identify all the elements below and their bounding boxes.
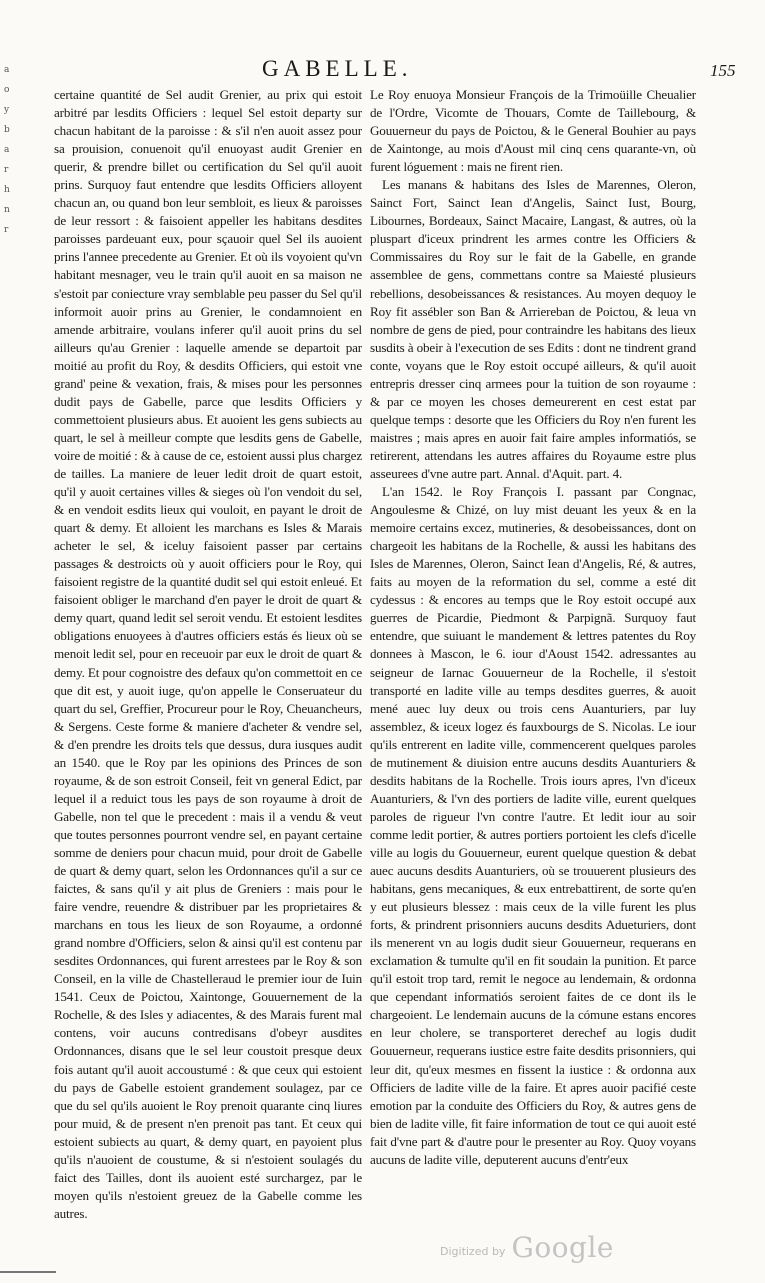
margin-mark: r — [4, 165, 9, 175]
margin-mark: a — [4, 145, 10, 155]
margin-mark: a — [4, 65, 10, 75]
left-column — [54, 86, 362, 1223]
page-number: 155 — [710, 61, 736, 80]
margin-mark: y — [4, 105, 10, 115]
right-paragraph-2: Les manans & habitans des Isles de Marennes, Oleron, Sainct Fort, Sainct Iean d'Angelis, Sainct Iust, Bourg, Libournes, Bordeaux, Sainct Macaire, Langast, & autres, où la pluspart d'iceux prindrent les armes contre les Officiers & Commissaires du Roy sur le fait de la Gabelle, en grande assemblee de gens, commettans contre sa Maiesté plusieurs rebellions, desobeissances & resistances. Au moyen dequoy le Roy fit assébler son Ban & Arriereban de Poictou, & leua vn nombre de gens de pied, pour contraindre les habitans des lieux susdits à obeir à l'execution de ses Edits : dont ne tindrent grand conte, voyans que le Roy estoit occupé ailleurs, & qu'il auoit entrepris dresser cinq armees pour la tuition de son royaume : & par ce moyen les choses demeurerent en cest estat par quelque temps : desorte que les Officiers du Roy n'en furent les maistres ; mais apres en auoir fait faire amples informatiós, se retirerent, attendans les autres affaires du Royaume estre plus asseurees d'vne autre part. Annal. d'Aquit. part. 4. — [370, 177, 696, 481]
right-column — [370, 86, 696, 1169]
margin-mark: r — [4, 225, 9, 235]
running-title: GABELLE. — [262, 56, 413, 81]
margin-mark: n — [4, 205, 10, 215]
margin-mark: o — [4, 85, 10, 95]
digitized-watermark — [440, 1230, 614, 1264]
scan-edge-rule — [0, 1271, 56, 1273]
margin-mark: b — [4, 125, 10, 135]
right-paragraph-3: L'an 1542. le Roy François I. passant par Congnac, Angoulesme & Chizé, on luy mist deuant les yeux & en la memoire certains excez, mutineries, & desobeissances, dont on chargeoit les habitans de la Rochelle, & aussi les habitans des Isles de Marennes, Oleron, Sainct Iean d'Angelis, Ré, & autres, faits au moyen de la reformation du sel, comme a esté dit cydessus : & encores au temps que le Roy estoit occupé aux guerres de Picardie, Piedmont & Parpignã. Surquoy faut entendre, que suiuant le mandement & lettres patentes du Roy donnees à Mascon, le 6. iour d'Aoust 1542. adressantes au seigneur de Iarnac Gouuerneur de la Rochelle, il s'estoit transporté en ladite ville au temps desdites guerres, & auoit mené auec luy deux ou trois cens Auanturiers, par luy assemblez, & iceux logez és fauxbourgs de S. Nicolas. Le iour qu'ils entrerent en ladite ville, commencerent quelques paroles de mutinement & diuision entre aucuns desdits Auanturiers & desdits habitans de la Rochelle. Trois iours apres, l'vn d'iceux Auanturiers, & l'vn des portiers de ladite ville, eurent quelques paroles de rigueur l'vn contre l'autre. Et ledit iour au soir comme ledit portier, & autres portiers portoient les clefs d'icelle ville au logis du Gouuerneur, eurent quelque question & debat auec aucuns desdits Auanturiers, où se trouuerent plusieurs des habitans, gens mecaniques, & eux entrebattirent, de sorte qu'en y eut plusieurs blessez : mais ceux de la ville furent les plus forts, & prindrent prisonniers aucuns desdits Adueturiers, dont ils menerent vn au logis dudit sieur Gouuerneur, requerans en exclamation & tumulte qu'il en fit soudain la punition. Et parce qu'il estoit trop tard, remit le negoce au lendemain, & ordonna que cependant informatiós seroient faites de ce dont ils le chargeoient. Le lendemain aucuns de la cómune estans encores en leur cholere, se transporteret derechef au logis dudit Gouuerneur, requerans iustice estre faite desdits prisonniers, qui leur dit, qu'eux mesmes en fissent la iustice : & ordonna aux Officiers de ladite ville de la faire. Et apres auoir pacifié ceste emotion par la conduite des Officiers du Roy, & autres gens de bien de ladite ville, fit faire information de tout ce qui auoit esté fait d'vne part & d'autre pour le presenter au Roy. Quoy voyans aucuns de ladite ville, deputerent aucuns d'entr'eux — [370, 484, 696, 1167]
google-logo: Google — [511, 1231, 614, 1264]
watermark-prefix: Digitized by — [440, 1245, 506, 1258]
left-paragraph: certaine quantité de Sel audit Grenier, au prix qui estoit arbitré par lesdits Officiers : lequel Sel estoit departy sur chacun habitant de la paroisse : & s'il n'en auoit assez pour sa prouision, conuenoit qu'il enuoyast audit Grenier en querir, & prendre billet ou certification du Sel qu'il auoit prins. Surquoy faut entendre que lesdits Officiers alloyent chacun an, ou quand bon leur sembloit, es lieux & paroisses de leur ressort : & faisoient appeller les habitans desdites paroisses pardeuant eux, pour sçauoir quel Sel ils auoient prins l'annee precedente au Grenier. Et où ils voyoient qu'vn habitant mesnager, veu le train qu'il auoit en sa maison ne s'estoit par coniecture vray semblable peu passer du Sel qu'il informoit auoir prins au Grenier, le condamnoient en amende arbitraire, voulans inferer qu'il auoit prins du sel ailleurs qu'au Grenier : laquelle amende se departoit par moitié au profit du Roy, & desdits Officiers, qui estoit vne grand' peine & vexation, frais, & mises pour les personnes dudit pays de Gabelle, parce que lesdits Officiers y commettoient plusieurs abus. Et auoient les gens subiects au quart, le sel à meilleur compte que lesdits gens de Gabelle, voire de moitié : & à cause de ce, estoient aussi plus chargez de tailles. La maniere de leuer ledit droit de quart estoit, qu'il y auoit certaines villes & sieges où l'on vendoit du sel, & en vendoit esdits lieux qui vouloit, en payant le droit de quart & demy. Et alloient les marchans es Isles & Marais acheter le sel, & iceluy faisoient passer par certains passages & destroicts où y auoit officiers pour le Roy, qui faisoient registre de la quantité dudit sel qui estoit enleué. Et faisoient obliger le marchand d'en payer le droit de quart & demy quart, quand ledit sel seroit vendu. Et estoient lesdites obligations enuoyees à d'autres officiers estás és lieux où se menoit ledit sel, pour en receuoir par eux le droit de quart & demy. Et pour cognoistre des defaux qu'on commettoit en ce que dit est, y auoit iuge, qu'on appelle le Conseruateur du quart du sel, Greffier, Procureur pour le Roy, Cheuancheurs, & Sergens. Ceste forme & maniere d'acheter & vendre sel, & d'en prendre les droits tels que dessus, dura iusques audit an 1540. que le Roy par les opinions des Princes de son royaume, & de son estroit Conseil, feit vn general Edict, par lequel il a reduict tous les pays de son royaume à droit de Gabelle, non tel que le precedent : mais il a vendu & veut que toutes personnes pourront vendre sel, en payant certaine somme de deniers pour chacun muid, pour droit de Gabelle de quart & demy quart, selon les Ordonnances qu'il a sur ce faictes, & sans qu'il y ait plus de Greniers : mais pour le faire vendre, reuendre & distribuer par les proprietaires & marchans en tous les lieux de son Royaume, a ordonné grand nombre d'Officiers, selon & ainsi qu'il est contenu par sesdites Ordonnances, qui furent arrestees par le Roy & son Conseil, en la ville de Chastelleraud le premier iour de Iuin 1541. Ceux de Poictou, Xaintonge, Gouuernement de la Rochelle, & des Isles y adiacentes, & des Marais furent mal contens, voir aucuns contredisans d'obeyr ausdites Ordonnances, disans que le sel leur coustoit presque deux fois autant qu'il auoit accoustumé : & que ceux qui estoient du pays de Gabelle estoient grandement soulagez, par ce que du sel qu'ils auoient le Roy prenoit quarante cinq liures pour muid, & de present n'en prenoit pas tant. Et ceux qui estoient subiects au quart, & demy quart, en payoient plus qu'ils n'auoient de coustume, & si n'estoient soulagés du faict des Tailles, dont ils auoient esté surchargez, par le moyen qu'ils n'estoient greuez de la Gabelle comme les autres. — [54, 87, 362, 1221]
margin-marks — [4, 60, 16, 240]
right-paragraph-1: Le Roy enuoya Monsieur François de la Trimoüille Cheualier de l'Ordre, Vicomte de Thouars, Comte de Taillebourg, & Gouuerneur du pays de Poictou, & le General Bouhier au pays de Xaintonge, au mois d'Aoust mil cinq cens quarante-vn, où furent lóguement : mais ne firent rien. — [370, 87, 696, 175]
margin-mark: h — [4, 185, 10, 195]
